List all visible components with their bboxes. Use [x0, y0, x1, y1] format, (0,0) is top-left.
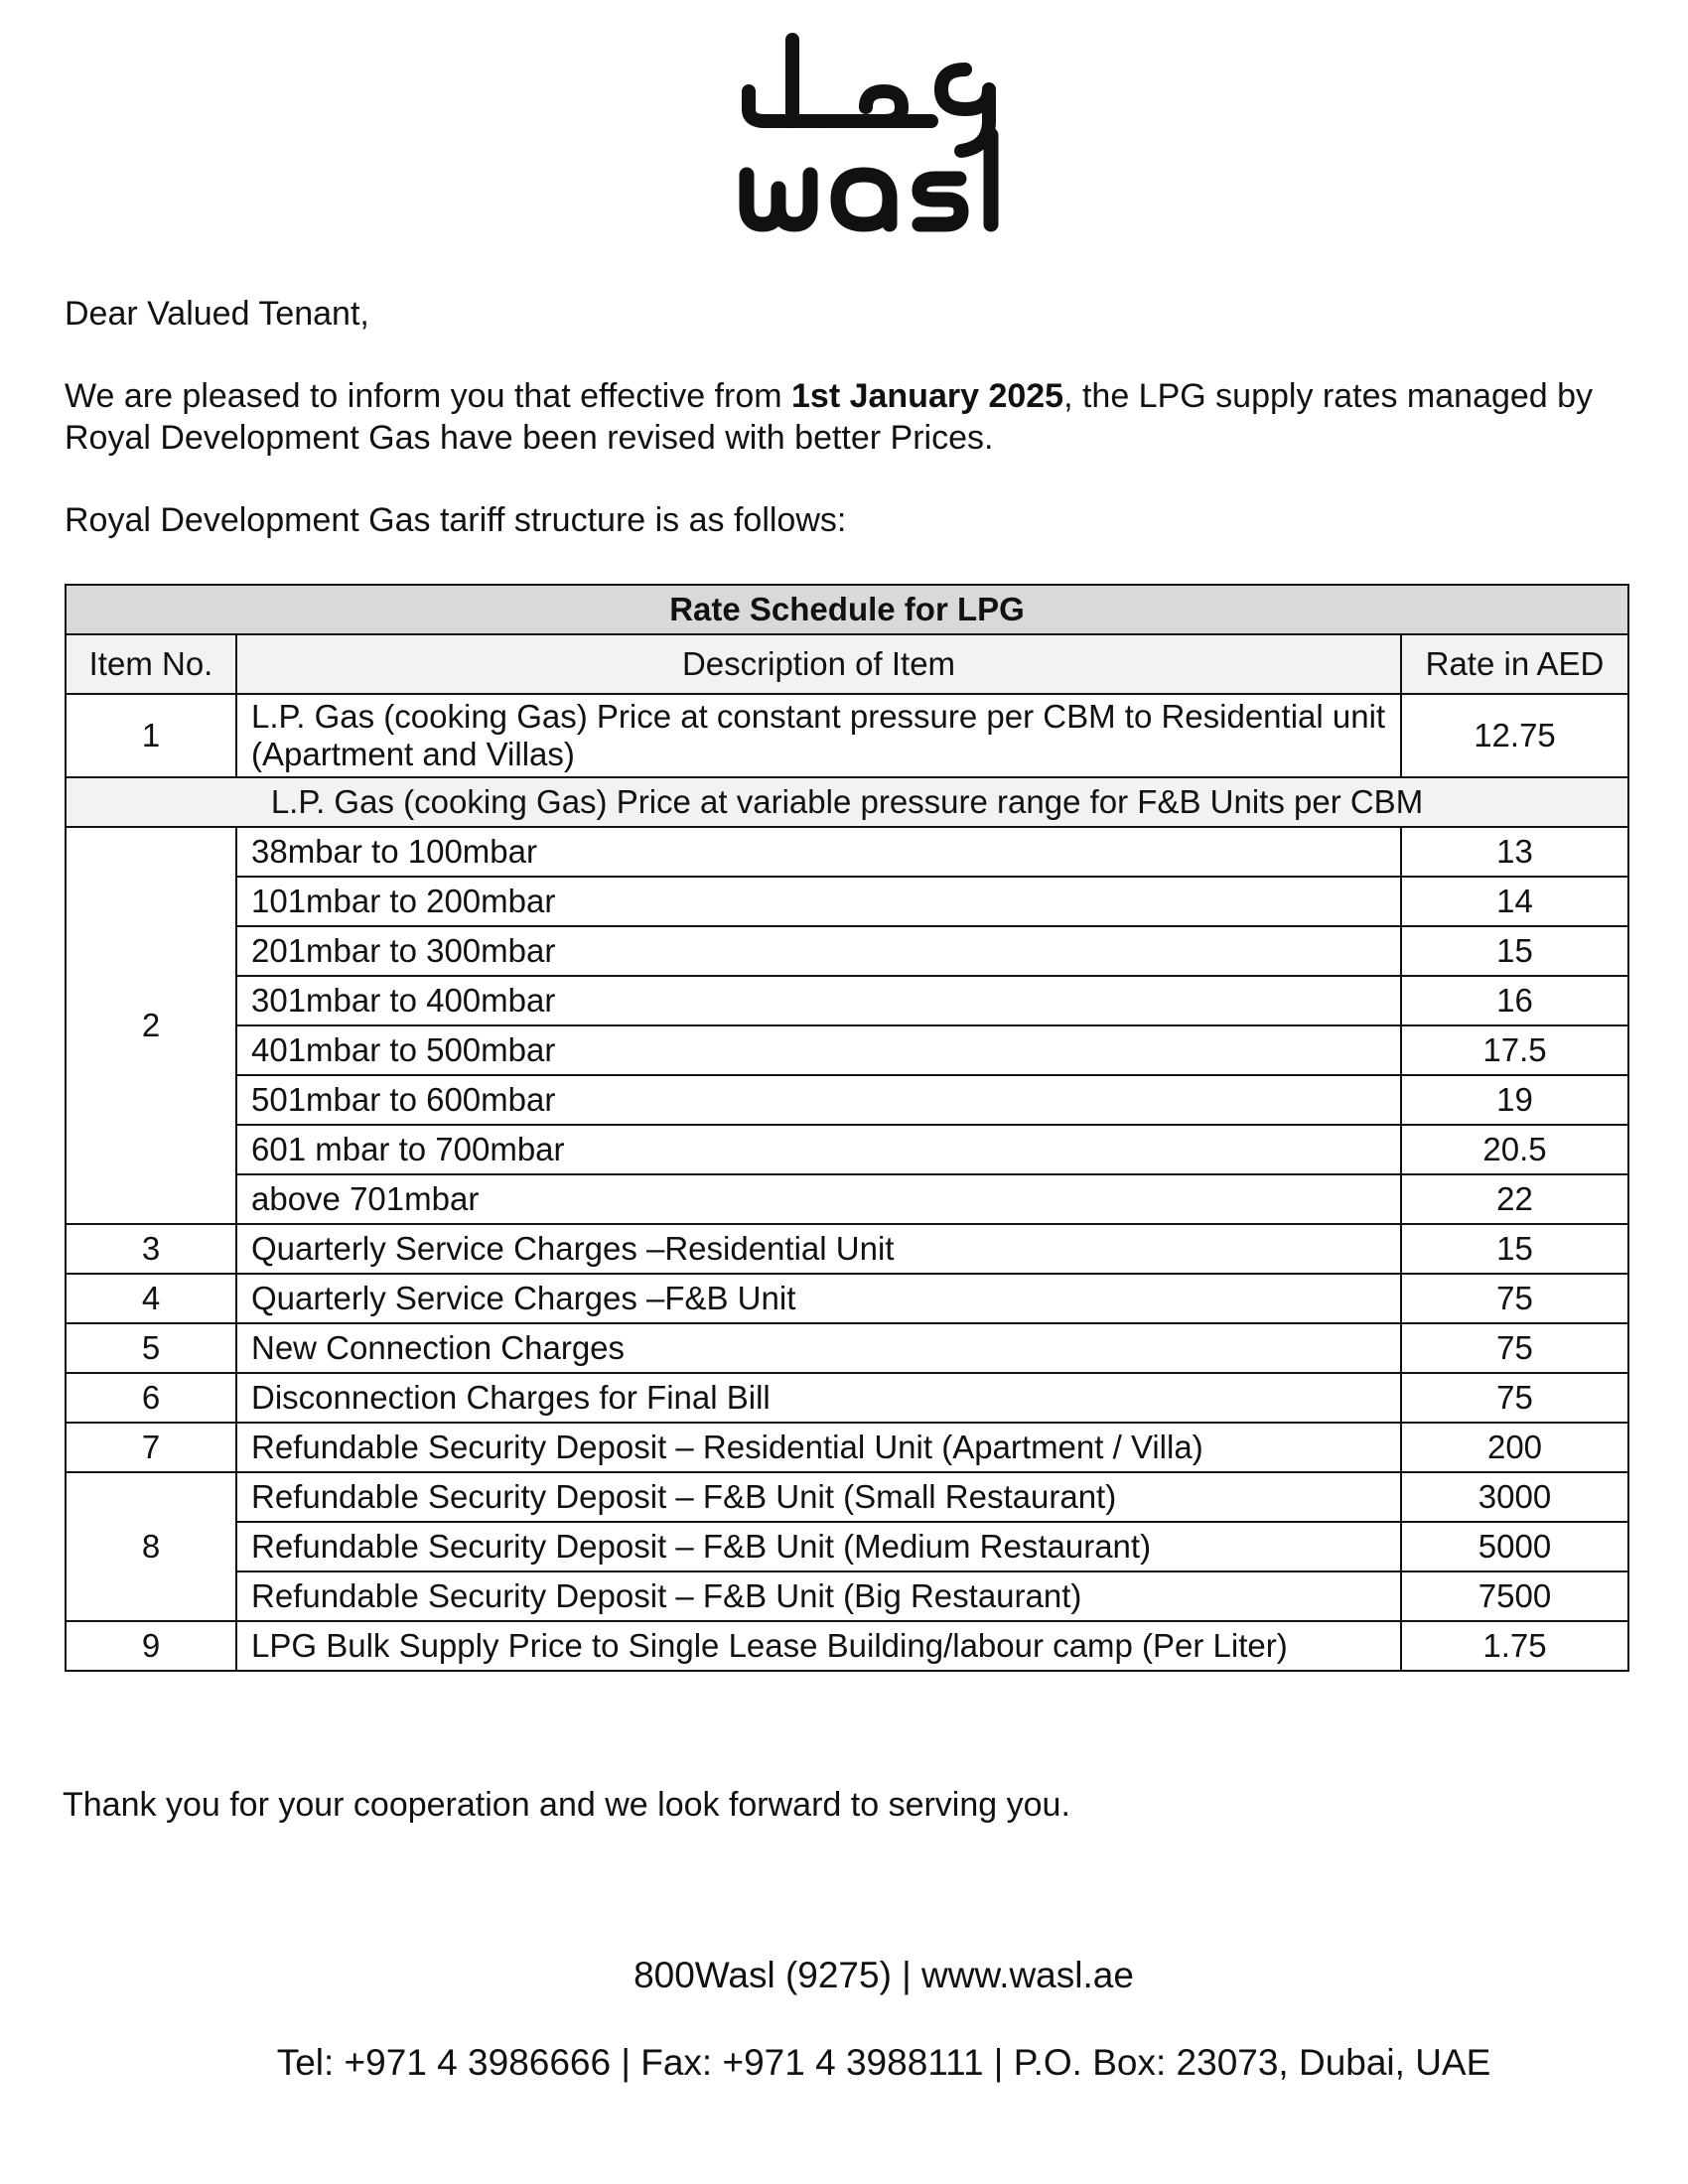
item-rate: 14: [1401, 877, 1628, 926]
item-number: 7: [66, 1423, 236, 1472]
item-description: 301mbar to 400mbar: [236, 976, 1401, 1025]
item-description: Refundable Security Deposit – Residential Unit (Apartment / Villa): [236, 1423, 1401, 1472]
item-rate: 1.75: [1401, 1621, 1628, 1671]
item-rate: 12.75: [1401, 694, 1628, 777]
item-rate: 19: [1401, 1075, 1628, 1125]
wasl-logo-graphic: [735, 30, 1013, 233]
item-number: 8: [66, 1472, 236, 1621]
item-description: 601 mbar to 700mbar: [236, 1125, 1401, 1174]
item-rate: 75: [1401, 1323, 1628, 1373]
table-row: [66, 1125, 1628, 1174]
item-description: 501mbar to 600mbar: [236, 1075, 1401, 1125]
item-rate: 13: [1401, 827, 1628, 877]
table-row: [66, 926, 1628, 976]
table-row: [66, 694, 1628, 777]
table-row: [66, 1224, 1628, 1274]
rate-schedule-table: [65, 584, 1629, 1672]
table-row: [66, 1621, 1628, 1671]
item-rate: 15: [1401, 926, 1628, 976]
table-title: Rate Schedule for LPG: [66, 585, 1628, 634]
item-description: Refundable Security Deposit – F&B Unit (Small Restaurant): [236, 1472, 1401, 1522]
wasl-logo: [735, 30, 1013, 233]
header-description: Description of Item: [236, 634, 1401, 694]
item-description: New Connection Charges: [236, 1323, 1401, 1373]
item-rate: 20.5: [1401, 1125, 1628, 1174]
header-item-no: Item No.: [66, 634, 236, 694]
item-number: 4: [66, 1274, 236, 1323]
item-description: above 701mbar: [236, 1174, 1401, 1224]
closing-thanks: Thank you for your cooperation and we look forward to serving you.: [63, 1786, 1070, 1824]
item-number: 9: [66, 1621, 236, 1671]
item-rate: 3000: [1401, 1472, 1628, 1522]
group-heading-row: [66, 777, 1628, 827]
table-row: [66, 1323, 1628, 1373]
table-row: [66, 1522, 1628, 1571]
item-number: 2: [66, 827, 236, 1224]
tariff-structure-line: Royal Development Gas tariff structure is as follows:: [65, 501, 847, 539]
header-rate: Rate in AED: [1401, 634, 1628, 694]
table-row: [66, 827, 1628, 877]
item-description: Disconnection Charges for Final Bill: [236, 1373, 1401, 1423]
item-description: 201mbar to 300mbar: [236, 926, 1401, 976]
table-row: [66, 1571, 1628, 1621]
item-rate: 16: [1401, 976, 1628, 1025]
item-description: Refundable Security Deposit – F&B Unit (Big Restaurant): [236, 1571, 1401, 1621]
table-row: [66, 877, 1628, 926]
intro-paragraph: [65, 375, 1614, 459]
item-rate: 17.5: [1401, 1025, 1628, 1075]
salutation: Dear Valued Tenant,: [65, 295, 369, 333]
table-row: [66, 976, 1628, 1025]
item-rate: 75: [1401, 1274, 1628, 1323]
intro-text-after: , the LPG supply rates managed by Royal Development Gas have been revised with better Prices.: [65, 377, 1594, 457]
table-row: [66, 1423, 1628, 1472]
item-rate: 75: [1401, 1373, 1628, 1423]
table-row: [66, 1075, 1628, 1125]
table-row: [66, 1174, 1628, 1224]
item-number: 3: [66, 1224, 236, 1274]
table-row: [66, 1472, 1628, 1522]
footer-address-line: Tel: +971 4 3986666 | Fax: +971 4 3988111 | P.O. Box: 23073, Dubai, UAE: [276, 2042, 1491, 2083]
item-number: 1: [66, 694, 236, 777]
table-title-row: [66, 585, 1628, 634]
table-row: [66, 1025, 1628, 1075]
item-rate: 5000: [1401, 1522, 1628, 1571]
item-description: 38mbar to 100mbar: [236, 827, 1401, 877]
item-description: L.P. Gas (cooking Gas) Price at constant pressure per CBM to Residential unit (Apartment and Villas): [236, 694, 1401, 777]
intro-text-before: We are pleased to inform you that effective from: [65, 377, 791, 415]
item-description: Quarterly Service Charges –Residential Unit: [236, 1224, 1401, 1274]
item-number: 5: [66, 1323, 236, 1373]
item-number: 6: [66, 1373, 236, 1423]
item-description: Refundable Security Deposit – F&B Unit (Medium Restaurant): [236, 1522, 1401, 1571]
item-rate: 22: [1401, 1174, 1628, 1224]
effective-date: 1st January 2025: [791, 377, 1064, 415]
footer-contact-line: 800Wasl (9275) | www.wasl.ae: [633, 1955, 1134, 1995]
item-description: Quarterly Service Charges –F&B Unit: [236, 1274, 1401, 1323]
item-rate: 15: [1401, 1224, 1628, 1274]
item-rate: 200: [1401, 1423, 1628, 1472]
item-description: LPG Bulk Supply Price to Single Lease Building/labour camp (Per Liter): [236, 1621, 1401, 1671]
item-rate: 7500: [1401, 1571, 1628, 1621]
table-header-row: [66, 634, 1628, 694]
table-row: [66, 1373, 1628, 1423]
item-description: 101mbar to 200mbar: [236, 877, 1401, 926]
variable-pressure-heading: L.P. Gas (cooking Gas) Price at variable pressure range for F&B Units per CBM: [66, 777, 1628, 827]
item-description: 401mbar to 500mbar: [236, 1025, 1401, 1075]
table-row: [66, 1274, 1628, 1323]
